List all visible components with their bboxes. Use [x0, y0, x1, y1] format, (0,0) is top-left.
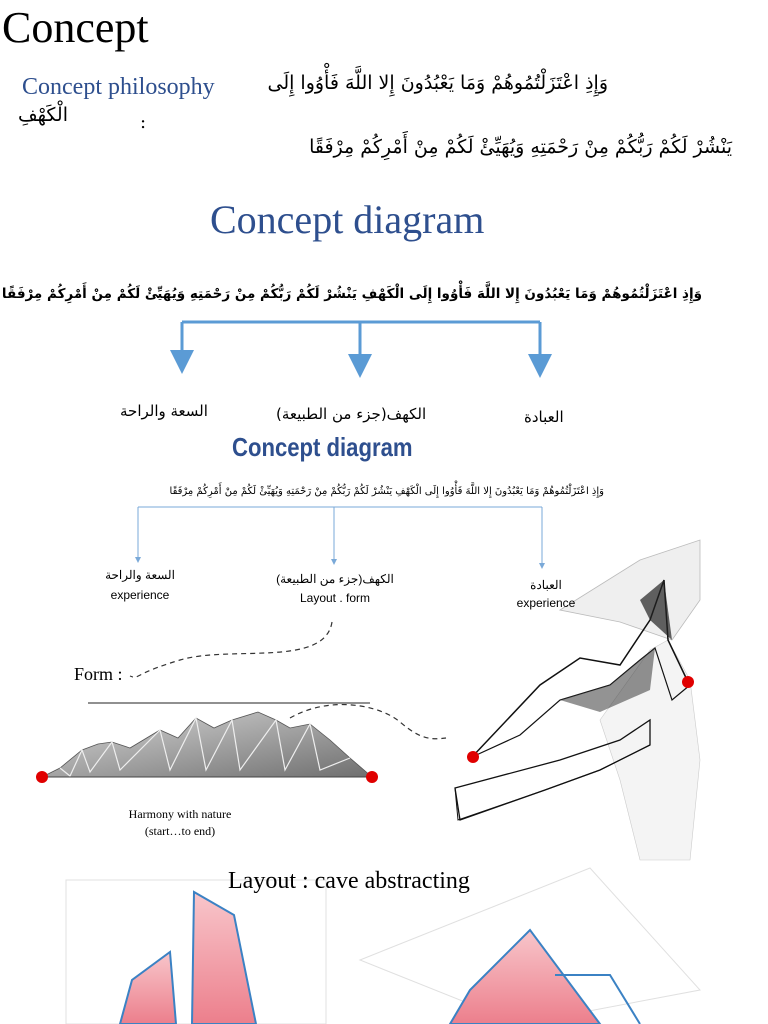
diagram1-label-left: السعة والراحة [120, 402, 208, 420]
diagram2-left-en: experience [110, 588, 170, 602]
philosophy-colon: : [140, 112, 147, 133]
diagram2-right-ar: العبادة [530, 578, 562, 592]
diagram1-label-right: العبادة [524, 408, 564, 426]
concept-diagram-heading-2: Concept diagram [232, 432, 413, 462]
dashed-connector-1 [130, 622, 332, 677]
form-label: Form : [74, 664, 123, 684]
layout-caption: Layout : cave abstracting [228, 868, 470, 894]
harmony-caption [100, 806, 260, 840]
concept-philosophy-label: Concept philosophy [22, 74, 215, 100]
diagram2-right-en: experience [516, 596, 576, 610]
cave-abstraction-left [66, 880, 326, 1024]
philosophy-verse-line2: الْكَهْفِ [18, 104, 68, 126]
diagram2-center-ar: الكهف(جزء من الطبيعة) [276, 572, 394, 586]
harmony-line1: Harmony with nature [128, 807, 232, 821]
diagram1-label-center: الكهف(جزء من الطبيعة) [276, 405, 427, 423]
mountain-sketch [36, 703, 378, 783]
diagram2-center-en: Layout . form [299, 591, 371, 605]
diagram2-verse: وَإِذِ اعْتَزَلْتُمُوهُمْ وَمَا يَعْبُدُونَ إِلا اللَّهَ فَأْوُوا إِلَى الْكَهْفِ يَنْشُرْ لَكُمْ رَبُّكُمْ مِنْ رَحْمَتِهِ وَيُهَيِّئْ لَكُمْ مِنْ أَمْرِكُمْ مِرْفَقًا [169, 486, 604, 497]
diagram1-arrows [182, 322, 540, 366]
diagram2-left-ar: السعة والراحة [105, 568, 175, 582]
page-title: Concept [2, 3, 149, 52]
concept-diagram-heading: Concept diagram [210, 197, 485, 242]
philosophy-verse-line3: يَنْشُرْ لَكُمْ رَبُّكُمْ مِنْ رَحْمَتِهِ وَيُهَيِّئْ لَكُمْ مِنْ أَمْرِكُمْ مِرْفَقًا [309, 136, 732, 158]
diagram1-verse: وَإِذِ اعْتَزَلْتُمُوهُمْ وَمَا يَعْبُدُونَ إِلا اللَّهَ فَأْوُوا إِلَى الْكَهْفِ يَنْشُرْ لَكُمْ رَبُّكُمْ مِنْ رَحْمَتِهِ وَيُهَيِّئْ لَكُمْ مِنْ أَمْرِكُمْ مِرْفَقًا [1, 286, 702, 302]
philosophy-verse-line1: وَإِذِ اعْتَزَلْتُمُوهُمْ وَمَا يَعْبُدُونَ إِلا اللَّهَ فَأْوُوا إِلَى [267, 72, 608, 94]
diagram2-arrows [138, 507, 542, 566]
harmony-line2: (start…to end) [144, 824, 216, 838]
